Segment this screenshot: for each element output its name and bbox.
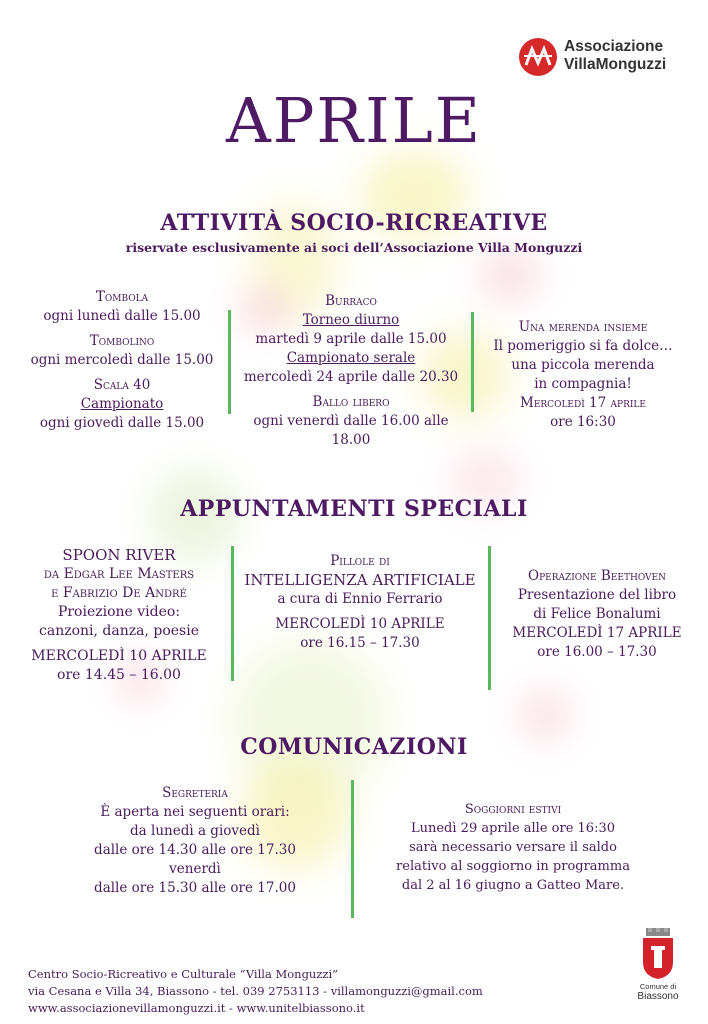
segreteria-line1: È aperta nei seguenti orari: [100, 804, 290, 820]
soggiorni-title: Soggiorni estivi [464, 802, 562, 817]
ballo-schedule: ogni venerdì dalle 16.00 alle 18.00 [253, 413, 449, 448]
ballo-label: Ballo libero [312, 394, 390, 410]
soggiorni-line1: Lunedì 29 aprile alle ore 16:30 [410, 821, 615, 836]
ai-time: ore 16.15 – 17.30 [300, 635, 420, 651]
comune-line1: Comune di [639, 982, 677, 991]
divider [351, 780, 354, 918]
tombola-label: Tombola [95, 289, 149, 305]
beethoven-time: ore 16.00 – 17.30 [537, 644, 657, 660]
comune-crest [628, 928, 688, 1018]
soggiorni-line4: dal 2 al 16 giugno a Gatteo Mare. [401, 878, 625, 893]
spoon-river-line4: canzoni, danza, poesie [39, 623, 199, 639]
merenda-time: ore 16:30 [550, 414, 616, 430]
merenda-title: Una merenda insieme [518, 319, 648, 335]
tombola-schedule: ogni lunedì dalle 15.00 [43, 308, 201, 324]
merenda-line2: una piccola merenda [511, 357, 655, 373]
special-left-column [14, 546, 224, 685]
ai-title2: INTELLIGENZA ARTIFICIALE [244, 571, 476, 589]
spoon-river-line2: e Fabrizio De André [51, 585, 187, 601]
spoon-river-line3: Proiezione video: [57, 604, 181, 620]
spoon-river-line1: da Edgar Lee Masters [43, 566, 195, 582]
beethoven-line1: Presentazione del libro [517, 587, 677, 603]
segreteria-line4: venerdì [169, 861, 221, 877]
burraco-label: Burraco [325, 293, 377, 309]
divider [471, 312, 474, 412]
segreteria-line3: dalle ore 14.30 alle ore 17.30 [94, 842, 296, 858]
footer-line2: via Cesana e Villa 34, Biassono - tel. 039 2753113 - villamonguzzi@gmail.com [28, 984, 483, 998]
footer [28, 966, 483, 1017]
ai-line1: a cura di Ennio Ferrario [277, 591, 443, 607]
divider [228, 310, 231, 414]
beethoven-line2: di Felice Bonalumi [533, 606, 661, 622]
ai-title1: Pillole di [330, 553, 390, 569]
communications-left-column [60, 784, 330, 898]
scala-schedule: ogni giovedì dalle 15.00 [39, 415, 205, 431]
merenda-line1: Il pomeriggio si fa dolce… [493, 338, 673, 354]
tombolino-schedule: ogni mercoledì dalle 15.00 [30, 352, 214, 368]
merenda-date: Mercoledì 17 aprile [520, 395, 646, 411]
campionato-label: Campionato serale [286, 350, 416, 366]
torneo-schedule: martedì 9 aprile dalle 15.00 [255, 331, 447, 347]
ai-date: MERCOLEDÌ 10 APRILE [275, 616, 445, 632]
divider [231, 546, 234, 681]
comune-line2: Biassono [637, 991, 679, 1002]
torneo-label: Torneo diurno [302, 312, 400, 328]
tombolino-label: Tombolino [89, 333, 155, 349]
segreteria-line2: da lunedì a giovedì [130, 823, 260, 839]
spoon-river-title: SPOON RIVER [62, 546, 176, 564]
activities-middle-column [236, 292, 466, 450]
spoon-river-date: MERCOLEDÌ 10 APRILE [31, 648, 207, 664]
logo-line1: Associazione [564, 38, 664, 55]
beethoven-date: MERCOLEDÌ 17 APRILE [512, 625, 682, 641]
spoon-river-time: ore 14.45 – 16.00 [57, 667, 181, 683]
association-logo-icon [518, 37, 558, 77]
section-title-communications: COMUNICAZIONI [240, 734, 468, 760]
beethoven-title: Operazione Beethoven [528, 568, 666, 584]
campionato-schedule: mercoledì 24 aprile dalle 20.30 [243, 369, 459, 385]
divider [488, 546, 491, 690]
footer-line3: www.associazionevillamonguzzi.it - www.unitelbiassono.it [28, 1001, 365, 1015]
special-middle-column [236, 552, 484, 653]
merenda-line3: in compagnia! [534, 376, 632, 392]
soggiorni-line2: sarà necessario versare il saldo [409, 840, 617, 855]
special-right-column [494, 567, 700, 662]
section-subtitle-activities: riservate esclusivamente ai soci dell’Associazione Villa Monguzzi [125, 240, 583, 255]
page-title: APRILE [225, 84, 483, 157]
association-logo [518, 36, 698, 78]
section-title-activities: ATTIVITÀ SOCIO-RICREATIVE [160, 210, 548, 236]
soggiorni-line3: relativo al soggiorno in programma [396, 859, 630, 874]
activities-left-column [22, 288, 222, 433]
scala-label: Scala 40 [93, 377, 151, 393]
activities-right-column [478, 318, 688, 432]
footer-line1: Centro Socio-Ricreativo e Culturale “Villa Monguzzi” [28, 967, 339, 981]
crest-icon [641, 928, 675, 980]
segreteria-line5: dalle ore 15.30 alle ore 17.00 [94, 880, 296, 896]
communications-right-column [368, 800, 658, 895]
section-title-special: APPUNTAMENTI SPECIALI [180, 496, 528, 522]
logo-line2: VillaMonguzzi [564, 56, 667, 73]
segreteria-title: Segreteria [162, 785, 228, 801]
scala-subtitle: Campionato [80, 396, 164, 412]
